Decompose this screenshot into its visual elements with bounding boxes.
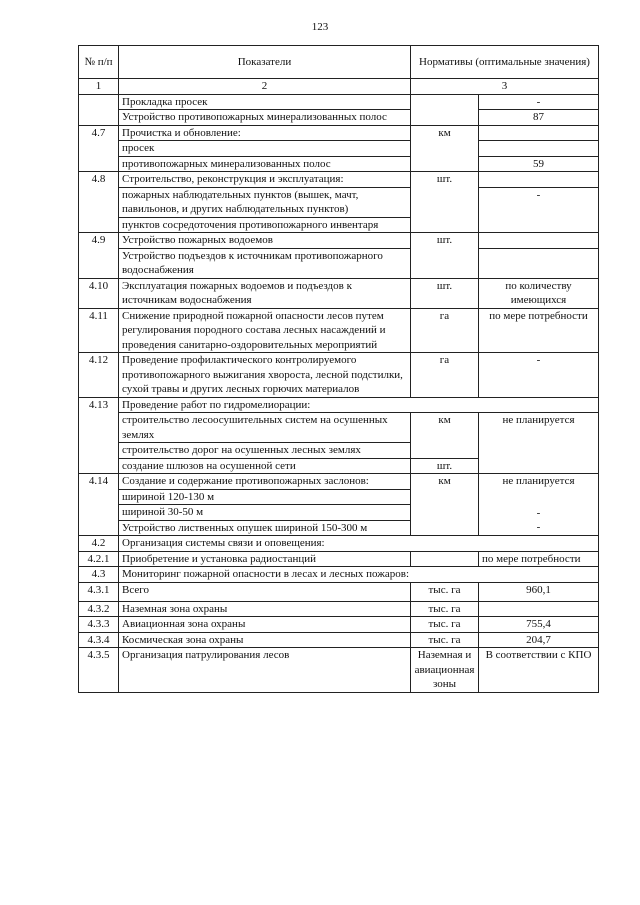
row-value: - — [479, 353, 599, 398]
row-text: Всего — [119, 582, 411, 601]
row-num: 4.12 — [79, 353, 119, 398]
row-value: 59 — [479, 156, 599, 172]
row-value — [479, 172, 599, 188]
row-num: 4.8 — [79, 172, 119, 188]
table-row — [79, 582, 599, 601]
row-unit: Наземная и авиационная зоны — [411, 648, 479, 693]
row-unit: км — [411, 125, 479, 141]
row-text: Наземная зона охраны — [119, 601, 411, 617]
row-num — [79, 187, 119, 217]
row-text: шириной 120-130 м — [119, 489, 411, 505]
row-text: шириной 30-50 м — [119, 505, 411, 521]
row-value: по количеству имеющихся — [479, 278, 599, 308]
table-row — [79, 187, 599, 217]
row-num: 4.3 — [79, 567, 119, 583]
table-row — [79, 632, 599, 648]
table-row — [79, 551, 599, 567]
row-text: Строительство, реконструкция и эксплуатация: — [119, 172, 411, 188]
header-index-2: 2 — [119, 79, 411, 95]
table-row — [79, 567, 599, 583]
row-value — [479, 217, 599, 233]
row-num — [79, 413, 119, 443]
row-unit — [411, 520, 479, 536]
table-row — [79, 233, 599, 249]
header-index-row — [79, 79, 599, 95]
row-text: Приобретение и установка радиостанций — [119, 551, 411, 567]
table-row — [79, 156, 599, 172]
row-text: Устройство лиственных опушек шириной 150-300 м — [119, 520, 411, 536]
table-row — [79, 217, 599, 233]
row-text: Организация патрулирования лесов — [119, 648, 411, 693]
row-num: 4.10 — [79, 278, 119, 308]
row-text: Устройство противопожарных минерализованных полос — [119, 110, 411, 126]
row-text: Авиационная зона охраны — [119, 617, 411, 633]
row-value — [479, 248, 599, 278]
row-text: Организация системы связи и оповещения: — [119, 536, 599, 552]
row-value: В соответствии с КПО — [479, 648, 599, 693]
row-text: Прокладка просек — [119, 94, 411, 110]
row-num — [79, 156, 119, 172]
table-row — [79, 141, 599, 157]
row-unit — [411, 505, 479, 521]
row-value: 204,7 — [479, 632, 599, 648]
row-value — [479, 458, 599, 474]
table-row — [79, 617, 599, 633]
table-row — [79, 443, 599, 459]
row-text: пожарных наблюдательных пунктов (вышек, мачт, павильонов, и других наблюдательных пунктов) — [119, 187, 411, 217]
table-row — [79, 648, 599, 693]
row-value: - — [479, 94, 599, 110]
row-unit — [411, 110, 479, 126]
table-row — [79, 278, 599, 308]
row-unit: км — [411, 413, 479, 443]
row-text: создание шлюзов на осушенной сети — [119, 458, 411, 474]
row-text: строительство лесоосушительных систем на осушенных землях — [119, 413, 411, 443]
row-text: Мониторинг пожарной опасности в лесах и лесных пожаров: — [119, 567, 599, 583]
row-value: 87 — [479, 110, 599, 126]
header-num: № п/п — [79, 46, 119, 79]
table-row — [79, 458, 599, 474]
row-value — [479, 489, 599, 505]
row-value — [479, 141, 599, 157]
norms-table — [78, 45, 599, 693]
row-unit — [411, 187, 479, 217]
table-row — [79, 110, 599, 126]
row-num: 4.3.4 — [79, 632, 119, 648]
row-num — [79, 141, 119, 157]
row-unit — [411, 156, 479, 172]
table-row — [79, 505, 599, 521]
row-num: 4.3.1 — [79, 582, 119, 601]
row-unit: км — [411, 474, 479, 490]
row-unit: га — [411, 308, 479, 353]
row-text: Устройство подъездов к источникам противопожарного водоснабжения — [119, 248, 411, 278]
row-unit — [411, 141, 479, 157]
row-num: 4.2.1 — [79, 551, 119, 567]
row-num — [79, 248, 119, 278]
row-value: не планируется — [479, 413, 599, 443]
row-unit — [411, 248, 479, 278]
table-row — [79, 489, 599, 505]
row-num: 4.3.2 — [79, 601, 119, 617]
row-text: Проведение профилактического контролируемого противопожарного выжигания хвороста, лесной подстилки, сухой травы и других лесных горючих материалов — [119, 353, 411, 398]
row-unit — [411, 443, 479, 459]
header-index-1: 1 — [79, 79, 119, 95]
row-text: пунктов сосредоточения противопожарного инвентаря — [119, 217, 411, 233]
row-unit — [411, 489, 479, 505]
row-num: 4.11 — [79, 308, 119, 353]
row-value: - — [479, 505, 599, 521]
table-row — [79, 125, 599, 141]
table-row — [79, 248, 599, 278]
row-unit: тыс. га — [411, 601, 479, 617]
row-value — [479, 125, 599, 141]
row-value: 960,1 — [479, 582, 599, 601]
row-value: - — [479, 520, 599, 536]
row-value — [479, 233, 599, 249]
table-row — [79, 94, 599, 110]
row-value: - — [479, 187, 599, 217]
row-num: 4.2 — [79, 536, 119, 552]
row-num — [79, 94, 119, 110]
row-num — [79, 520, 119, 536]
row-text: Прочистка и обновление: — [119, 125, 411, 141]
row-value — [479, 443, 599, 459]
row-unit: тыс. га — [411, 582, 479, 601]
row-unit — [411, 217, 479, 233]
row-num — [79, 505, 119, 521]
row-unit: тыс. га — [411, 617, 479, 633]
row-num — [79, 489, 119, 505]
row-unit: шт. — [411, 458, 479, 474]
table-row — [79, 474, 599, 490]
row-text: Создание и содержание противопожарных заслонов: — [119, 474, 411, 490]
table-row — [79, 397, 599, 413]
row-text: Космическая зона охраны — [119, 632, 411, 648]
row-unit: шт. — [411, 278, 479, 308]
row-text: противопожарных минерализованных полос — [119, 156, 411, 172]
table-row — [79, 601, 599, 617]
row-text: Снижение природной пожарной опасности лесов путем регулирования породного состава лесных насаждений и проведения санитарно-оздоровительных мероприятий — [119, 308, 411, 353]
row-unit: тыс. га — [411, 632, 479, 648]
row-text: Эксплуатация пожарных водоемов и подъездов к источникам водоснабжения — [119, 278, 411, 308]
row-num: 4.13 — [79, 397, 119, 413]
row-num — [79, 217, 119, 233]
row-num: 4.14 — [79, 474, 119, 490]
row-num: 4.9 — [79, 233, 119, 249]
header-indicators: Показатели — [119, 46, 411, 79]
row-value: по мере потребности — [479, 308, 599, 353]
row-text: Проведение работ по гидромелиорации: — [119, 397, 599, 413]
row-unit: шт. — [411, 172, 479, 188]
table-row — [79, 308, 599, 353]
row-num: 4.7 — [79, 125, 119, 141]
header-index-3: 3 — [411, 79, 599, 95]
header-row — [79, 46, 599, 79]
table-row — [79, 172, 599, 188]
table-row — [79, 413, 599, 443]
row-value: не планируется — [479, 474, 599, 490]
row-num — [79, 110, 119, 126]
row-num — [79, 458, 119, 474]
row-num — [79, 443, 119, 459]
row-value — [479, 601, 599, 617]
row-text: строительство дорог на осушенных лесных землях — [119, 443, 411, 459]
row-unit — [411, 551, 479, 567]
row-num: 4.3.5 — [79, 648, 119, 693]
row-text: просек — [119, 141, 411, 157]
table-row — [79, 353, 599, 398]
table-row — [79, 536, 599, 552]
row-value: 755,4 — [479, 617, 599, 633]
table-row — [79, 520, 599, 536]
row-unit: шт. — [411, 233, 479, 249]
row-unit — [411, 94, 479, 110]
row-num: 4.3.3 — [79, 617, 119, 633]
page-number: 123 — [311, 21, 329, 33]
row-text: Устройство пожарных водоемов — [119, 233, 411, 249]
row-unit: га — [411, 353, 479, 398]
row-value: по мере потребности — [479, 551, 599, 567]
header-norms: Нормативы (оптимальные значения) — [411, 46, 599, 79]
